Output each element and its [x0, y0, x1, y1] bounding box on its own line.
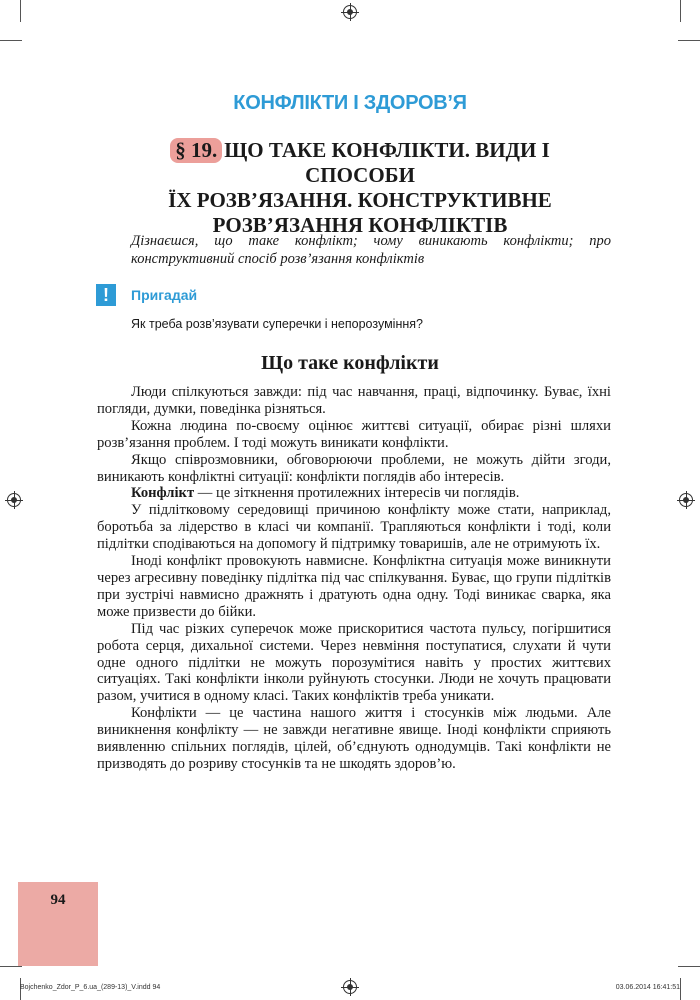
- paragraph: Кожна людина по-своєму оцінює життєві ситуації, обирає різні шляхи розв’язання проблем. І тоді можуть виникати конфлікти.: [97, 417, 611, 451]
- section-title-line1: ЩО ТАКЕ КОНФЛІКТИ. ВИДИ І СПОСОБИ: [224, 138, 550, 187]
- paragraph: Іноді конфлікт провокують навмисне. Конфліктна ситуація може виникнути через агресивну поведінку підлітка під час спілкування. Буває, що групи підлітків при зустрічі навмисно дражнять і дратують одна одну. Тоді виникає сварка, яка може призвести до бійки.: [97, 553, 611, 620]
- paragraph: Конфлікти — це частина нашого життя і стосунків між людьми. Але виникнення конфлікту — не завжди негативне явище. Іноді конфлікти сприяють виявленню спільних поглядів, цілей, об’єднують однодумців. Такі конфлікти не призводять до розриву стосунків та не шкодять здоров’ю.: [97, 705, 611, 772]
- definition-text: — це зіткнення протилежних інтересів чи поглядів.: [194, 485, 520, 502]
- section-heading: [120, 138, 600, 238]
- definition-term: Конфлікт: [131, 485, 195, 502]
- registration-mark-icon: [343, 980, 357, 994]
- paragraph: Під час різких суперечок може прискоритися частота пульсу, погіршитися робота серця, дихальної системи. Через невміння поступатися, слухати й чути одне одного підлітки не можуть порозумітися навіть у простих життєвих ситуаціях. Такі конфлікти інколи руйнують стосунки. Люди не хочуть працювати разом, учитися в одному класі. Таких конфліктів треба уникати.: [97, 620, 611, 705]
- exclamation-icon: !: [96, 284, 116, 306]
- definition-paragraph: [97, 485, 611, 502]
- paragraph: Люди спілкуються завжди: під час навчання, праці, відпочинку. Буває, їхні погляди, думки, поведінка різняться.: [97, 384, 611, 417]
- section-title-line3: РОЗВ’ЯЗАННЯ КОНФЛІКТІВ: [212, 213, 508, 237]
- footer-filename: Bojchenko_Zdor_P_6.ua_(289-13)_V.indd 94: [20, 984, 161, 991]
- registration-mark-icon: [343, 5, 357, 19]
- crop-mark: [680, 978, 681, 1000]
- section-title-line2: ЇХ РОЗВ’ЯЗАННЯ. КОНСТРУКТИВНЕ: [168, 188, 552, 212]
- crop-mark: [678, 40, 700, 41]
- crop-mark: [0, 966, 22, 967]
- paragraph: Якщо співрозмовники, обговорюючи проблеми, не можуть дійти згоди, виникають конфліктні ситуації: конфлікти поглядів або інтересів.: [97, 451, 611, 485]
- crop-mark: [680, 0, 681, 22]
- recall-question: Як треба розв’язувати суперечки і непорозуміння?: [131, 317, 423, 331]
- crop-mark: [678, 966, 700, 967]
- section-number-badge: § 19.: [170, 138, 222, 163]
- chapter-title: КОНФЛІКТИ І ЗДОРОВ’Я: [233, 92, 467, 114]
- paragraph: У підлітковому середовищі причиною конфлікту може стати, наприклад, боротьба за лідерство в класі чи компанії. Трапляються конфлікти і тоді, коли підлітки сподіваються на допомогу й підтримку товаришів, але не отримують їх.: [97, 502, 611, 553]
- subheading: Що таке конфлікти: [261, 352, 439, 374]
- registration-mark-icon: [679, 493, 693, 507]
- crop-mark: [20, 0, 21, 22]
- registration-mark-icon: [7, 493, 21, 507]
- recall-title: Пригадай: [131, 287, 198, 303]
- crop-mark: [0, 40, 22, 41]
- body-text: [97, 384, 611, 773]
- intro-text: Дізнаєшся, що таке конфлікт; чому виникають конфлікти; про конструктивний спосіб розв’язання конфліктів: [131, 233, 611, 267]
- footer-datetime: 03.06.2014 16:41:51: [615, 984, 680, 991]
- page-number: 94: [50, 892, 66, 908]
